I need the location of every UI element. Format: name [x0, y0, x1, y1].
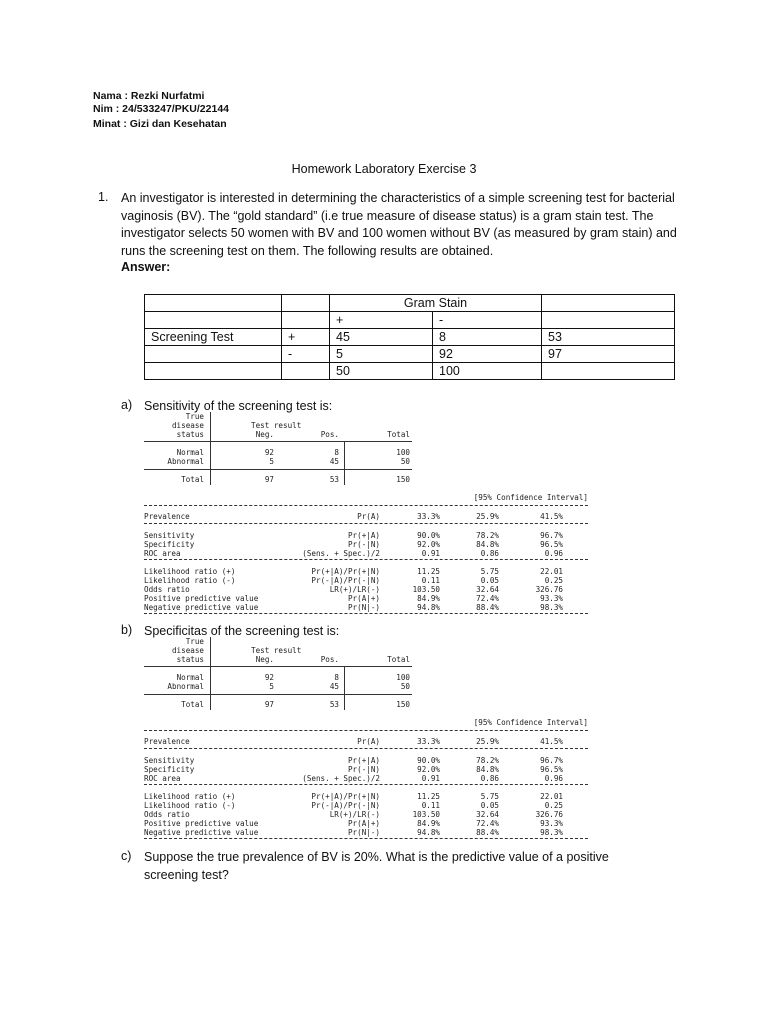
- ci-header: [95% Confidence Interval]: [473, 718, 588, 727]
- stat-formula: Pr(-|N): [347, 540, 380, 549]
- outcome-pos: 45: [329, 457, 339, 466]
- stat-ci-low: 84.8%: [476, 765, 499, 774]
- total-row-total: 150: [396, 700, 410, 709]
- status-label: status: [176, 430, 204, 439]
- question-number: 1.: [98, 190, 109, 204]
- outcome-total: 50: [400, 682, 410, 691]
- stat-ci-low: 32.64: [476, 810, 499, 819]
- stat-value: 11.25: [417, 567, 440, 576]
- table-row: [145, 363, 675, 380]
- stat-formula: Pr(N|-): [347, 603, 380, 612]
- stat-formula: (Sens. + Spec.)/2: [302, 774, 380, 783]
- total-row-label: Total: [181, 475, 204, 484]
- outcome-neg: 92: [264, 673, 274, 682]
- stat-ci-high: 0.96: [544, 774, 563, 783]
- dashed-rule: [144, 559, 588, 560]
- outcome-pos: 8: [334, 448, 339, 457]
- pos-header: Pos.: [320, 430, 339, 439]
- stat-name: Prevalence: [144, 737, 190, 746]
- stat-value: 0.11: [421, 576, 440, 585]
- stat-ci-low: 32.64: [476, 585, 499, 594]
- table-cell: [282, 363, 330, 380]
- sub-a-letter: a): [121, 398, 133, 412]
- table-cell: [282, 312, 330, 329]
- stat-value: 94.8%: [417, 603, 440, 612]
- stat-name: Sensitivity: [144, 756, 195, 765]
- stat-value: 33.3%: [417, 512, 440, 521]
- outcome-row-label: Abnormal: [167, 457, 204, 466]
- outcome-total: 100: [396, 673, 410, 682]
- outcome-total: 100: [396, 448, 410, 457]
- col-minus-header: -: [433, 312, 542, 329]
- stat-ci-high: 0.25: [544, 576, 563, 585]
- status-label: status: [176, 655, 204, 664]
- total-header: Total: [387, 655, 410, 664]
- table-cell: [145, 312, 282, 329]
- total-header: Total: [387, 430, 410, 439]
- test-result-label: Test result: [251, 646, 302, 655]
- stat-formula: Pr(-|A)/Pr(-|N): [311, 801, 380, 810]
- table-row: [145, 346, 675, 363]
- table-cell: 100: [433, 363, 542, 380]
- stat-value: 0.91: [421, 774, 440, 783]
- disease-label: disease: [171, 421, 204, 430]
- stat-ci-high: 41.5%: [540, 737, 563, 746]
- disease-label: disease: [171, 646, 204, 655]
- stat-ci-high: 93.3%: [540, 819, 563, 828]
- col-plus-header: +: [330, 312, 433, 329]
- stat-value: 0.11: [421, 801, 440, 810]
- table-cell: [145, 295, 282, 312]
- stat-value: 0.91: [421, 549, 440, 558]
- neg-header: Neg.: [255, 430, 274, 439]
- table-cell: [145, 346, 282, 363]
- table-cell: -: [282, 346, 330, 363]
- outcome-row-label: Abnormal: [167, 682, 204, 691]
- stat-ci-high: 93.3%: [540, 594, 563, 603]
- total-row-label: Total: [181, 700, 204, 709]
- stat-ci-low: 0.86: [480, 774, 499, 783]
- total-row-total: 150: [396, 475, 410, 484]
- stat-formula: LR(+)/LR(-): [329, 810, 380, 819]
- total-divider: [344, 666, 345, 710]
- stat-name: ROC area: [144, 549, 181, 558]
- stata-output-b: [144, 637, 594, 847]
- outcome-total: 50: [400, 457, 410, 466]
- stat-value: 84.9%: [417, 819, 440, 828]
- sub-b-text: Specificitas of the screening test is:: [144, 624, 340, 638]
- stat-name: Likelihood ratio (-): [144, 801, 236, 810]
- dashed-rule: [144, 523, 588, 524]
- table-cell: 50: [330, 363, 433, 380]
- stat-value: 33.3%: [417, 737, 440, 746]
- question-text: An investigator is interested in determining the characteristics of a simple screening test for bacterial vaginosis (BV). The “gold standard” (i.e true measure of disease status) is a gram stain test. The investigator selects 50 women with BV and 100 women without BV (as measured by gram stain) and runs the screening test on them. The following results are obtained.: [121, 191, 677, 258]
- outcome-row-label: Normal: [176, 673, 204, 682]
- total-row-neg: 97: [264, 475, 274, 484]
- stat-name: ROC area: [144, 774, 181, 783]
- stat-value: 103.50: [412, 585, 440, 594]
- stat-ci-low: 5.75: [480, 792, 499, 801]
- stat-formula: Pr(N|-): [347, 828, 380, 837]
- dashed-rule: [144, 505, 588, 506]
- stat-ci-high: 0.25: [544, 801, 563, 810]
- total-row-pos: 53: [329, 475, 339, 484]
- row-label-divider: [210, 637, 211, 710]
- stat-name: Specificity: [144, 540, 195, 549]
- student-minat: Minat : Gizi dan Kesehatan: [93, 118, 227, 130]
- stat-value: 90.0%: [417, 531, 440, 540]
- outcome-pos: 45: [329, 682, 339, 691]
- stat-formula: (Sens. + Spec.)/2: [302, 549, 380, 558]
- stat-value: 94.8%: [417, 828, 440, 837]
- dashed-rule: [144, 748, 588, 749]
- document-title: Homework Laboratory Exercise 3: [291, 162, 477, 176]
- stat-value: 103.50: [412, 810, 440, 819]
- stat-name: Positive predictive value: [144, 594, 259, 603]
- row-label-divider: [210, 412, 211, 485]
- table-cell: 5: [330, 346, 433, 363]
- stat-formula: Pr(+|A): [347, 531, 380, 540]
- dashed-rule: [144, 613, 588, 614]
- total-row-neg: 97: [264, 700, 274, 709]
- stat-ci-high: 41.5%: [540, 512, 563, 521]
- stat-ci-low: 78.2%: [476, 531, 499, 540]
- stat-ci-low: 25.9%: [476, 512, 499, 521]
- gram-stain-header: Gram Stain: [330, 295, 542, 312]
- table-cell: 97: [542, 346, 675, 363]
- sub-a-text: Sensitivity of the screening test is:: [144, 399, 333, 413]
- sub-b-letter: b): [121, 623, 133, 637]
- stat-ci-low: 72.4%: [476, 819, 499, 828]
- outcome-pos: 8: [334, 673, 339, 682]
- stat-ci-low: 88.4%: [476, 828, 499, 837]
- true-label: True: [185, 412, 204, 421]
- sub-c-text: Suppose the true prevalence of BV is 20%. What is the predictive value of a positive screening test?: [144, 850, 609, 882]
- neg-header: Neg.: [255, 655, 274, 664]
- stat-formula: Pr(-|N): [347, 765, 380, 774]
- stat-ci-low: 5.75: [480, 567, 499, 576]
- stat-ci-high: 326.76: [535, 585, 563, 594]
- table-cell: [542, 295, 675, 312]
- stat-ci-high: 0.96: [544, 549, 563, 558]
- stat-ci-low: 0.05: [480, 576, 499, 585]
- stat-ci-low: 0.05: [480, 801, 499, 810]
- stat-ci-low: 88.4%: [476, 603, 499, 612]
- stat-ci-low: 84.8%: [476, 540, 499, 549]
- header-rule: [144, 441, 412, 442]
- stat-formula: Pr(-|A)/Pr(-|N): [311, 576, 380, 585]
- test-result-label: Test result: [251, 421, 302, 430]
- stat-name: Odds ratio: [144, 585, 190, 594]
- stat-name: Likelihood ratio (+): [144, 567, 236, 576]
- stat-formula: Pr(+|A)/Pr(+|N): [311, 567, 380, 576]
- table-cell: [542, 363, 675, 380]
- dashed-rule: [144, 784, 588, 785]
- table-cell: [282, 295, 330, 312]
- true-label: True: [185, 637, 204, 646]
- total-row-pos: 53: [329, 700, 339, 709]
- stat-ci-high: 96.7%: [540, 531, 563, 540]
- outcome-neg: 5: [269, 682, 274, 691]
- header-rule: [144, 666, 412, 667]
- sub-c-letter: c): [121, 849, 132, 863]
- dashed-rule: [144, 838, 588, 839]
- stat-value: 92.0%: [417, 765, 440, 774]
- table-row: [145, 312, 675, 329]
- table-row: [145, 295, 675, 312]
- stat-name: Negative predictive value: [144, 828, 259, 837]
- stat-name: Prevalence: [144, 512, 190, 521]
- stat-value: 92.0%: [417, 540, 440, 549]
- total-divider: [344, 441, 345, 485]
- stat-name: Likelihood ratio (-): [144, 576, 236, 585]
- table-cell: 92: [433, 346, 542, 363]
- stat-ci-high: 22.01: [540, 792, 563, 801]
- stat-formula: LR(+)/LR(-): [329, 585, 380, 594]
- stat-name: Positive predictive value: [144, 819, 259, 828]
- table-cell: +: [282, 329, 330, 346]
- stat-ci-low: 25.9%: [476, 737, 499, 746]
- stat-ci-high: 98.3%: [540, 603, 563, 612]
- stata-output-a: [144, 412, 594, 622]
- stat-ci-low: 78.2%: [476, 756, 499, 765]
- table-cell: 45: [330, 329, 433, 346]
- total-rule: [144, 694, 412, 695]
- stat-value: 11.25: [417, 792, 440, 801]
- table-cell: 53: [542, 329, 675, 346]
- stat-ci-high: 98.3%: [540, 828, 563, 837]
- ci-header: [95% Confidence Interval]: [473, 493, 588, 502]
- stat-value: 90.0%: [417, 756, 440, 765]
- stat-formula: Pr(+|A)/Pr(+|N): [311, 792, 380, 801]
- stat-formula: Pr(A): [357, 737, 380, 746]
- stat-name: Likelihood ratio (+): [144, 792, 236, 801]
- screening-test-label: Screening Test: [145, 329, 282, 346]
- outcome-neg: 92: [264, 448, 274, 457]
- table-cell: 8: [433, 329, 542, 346]
- stat-ci-high: 96.5%: [540, 540, 563, 549]
- stat-name: Negative predictive value: [144, 603, 259, 612]
- stat-name: Specificity: [144, 765, 195, 774]
- student-name: Nama : Rezki Nurfatmi: [93, 90, 205, 102]
- student-nim: Nim : 24/533247/PKU/22144: [93, 103, 230, 115]
- table-cell: [542, 312, 675, 329]
- dashed-rule: [144, 730, 588, 731]
- pos-header: Pos.: [320, 655, 339, 664]
- stat-ci-high: 326.76: [535, 810, 563, 819]
- stat-value: 84.9%: [417, 594, 440, 603]
- stat-formula: Pr(A|+): [347, 819, 380, 828]
- stat-name: Sensitivity: [144, 531, 195, 540]
- stat-formula: Pr(A): [357, 512, 380, 521]
- gram-stain-table: [144, 294, 675, 380]
- outcome-neg: 5: [269, 457, 274, 466]
- stat-ci-high: 22.01: [540, 567, 563, 576]
- outcome-row-label: Normal: [176, 448, 204, 457]
- table-cell: [145, 363, 282, 380]
- stat-name: Odds ratio: [144, 810, 190, 819]
- stat-ci-high: 96.5%: [540, 765, 563, 774]
- total-rule: [144, 469, 412, 470]
- stat-ci-low: 72.4%: [476, 594, 499, 603]
- stat-ci-low: 0.86: [480, 549, 499, 558]
- table-row: [145, 329, 675, 346]
- answer-label: Answer:: [121, 260, 171, 274]
- stat-formula: Pr(+|A): [347, 756, 380, 765]
- stat-ci-high: 96.7%: [540, 756, 563, 765]
- stat-formula: Pr(A|+): [347, 594, 380, 603]
